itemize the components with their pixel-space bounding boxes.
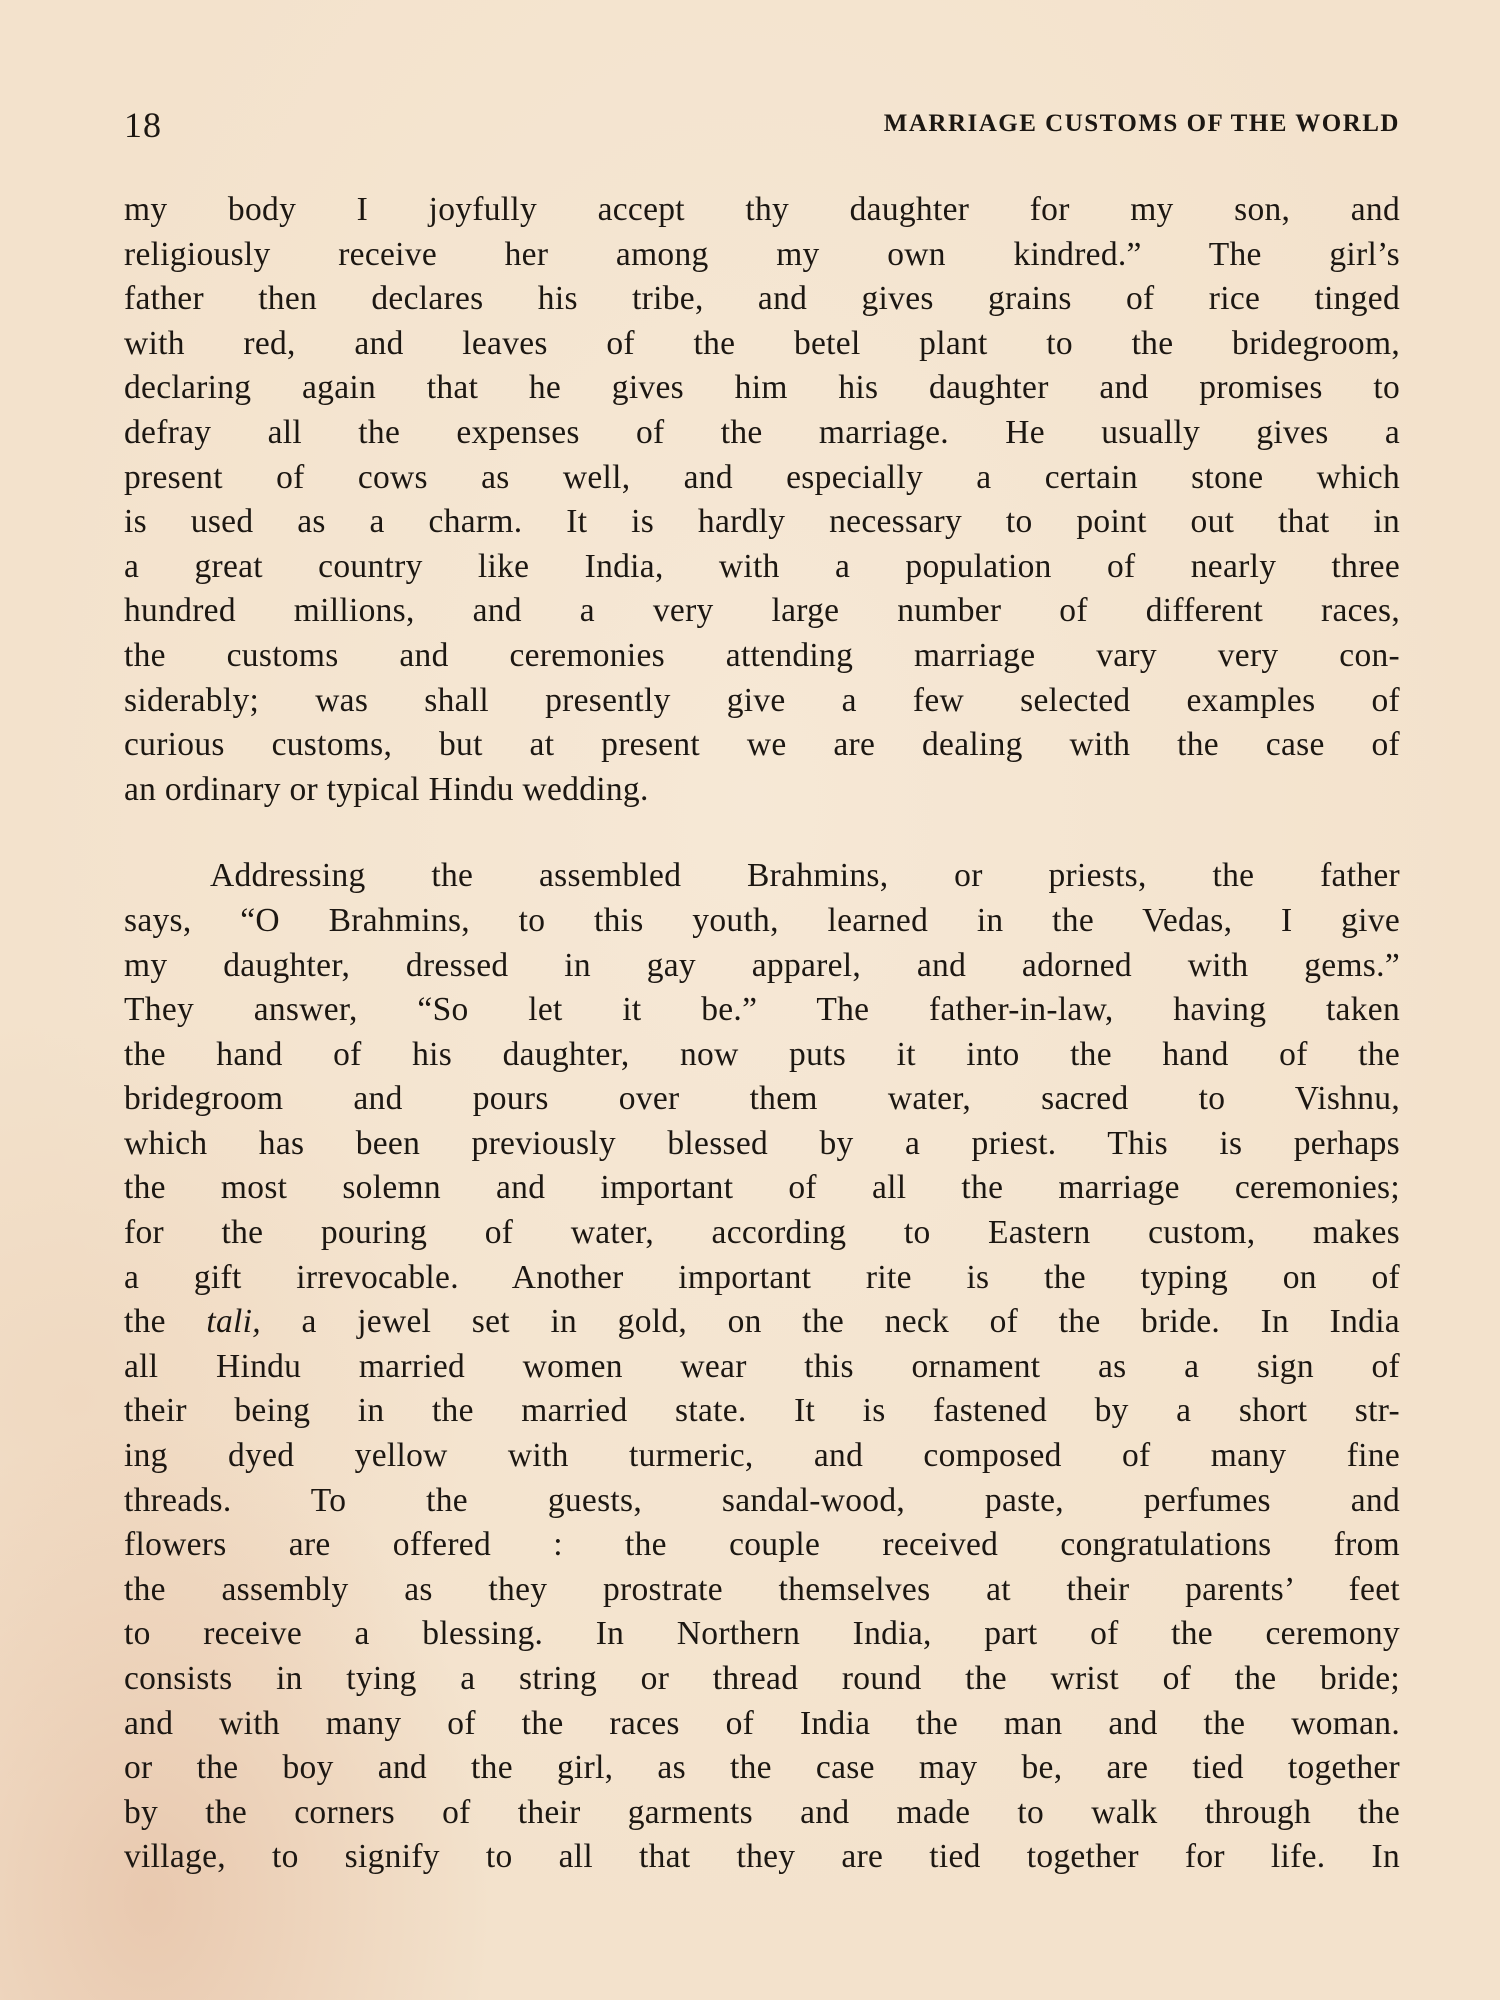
text-line: all Hindu married women wear this ornament as a sign of xyxy=(124,1347,1400,1385)
paragraph-2 xyxy=(124,854,1400,1880)
text-line: my body I joyfully accept thy daughter for my son, and xyxy=(124,191,1400,228)
text-line: and with many of the races of India the man and the woman. xyxy=(124,1704,1400,1742)
text-line: religiously receive her among my own kindred.” The girl’s xyxy=(124,235,1400,273)
running-title: MARRIAGE CUSTOMS OF THE WORLD xyxy=(883,110,1400,137)
text-line: hundred millions, and a very large number of different races, xyxy=(124,592,1400,630)
page-number: 18 xyxy=(124,105,162,145)
text-line: their being in the married state. It is fastened by a short str- xyxy=(124,1392,1400,1430)
text-line: which has been previously blessed by a priest. This is perhaps xyxy=(124,1124,1400,1162)
text-line: siderably; was shall presently give a few selected examples of xyxy=(124,681,1400,719)
text-line: present of cows as well, and especially a certain stone which xyxy=(124,458,1400,496)
text-line: curious customs, but at present we are dealing with the case of xyxy=(124,726,1400,764)
text-line: defray all the expenses of the marriage. He usually gives a xyxy=(124,413,1400,451)
text-line: to receive a blessing. In Northern India, part of the ceremony xyxy=(124,1615,1400,1653)
body-text xyxy=(124,188,1400,1880)
text-line: flowers are offered : the couple received congratulations from xyxy=(124,1526,1400,1564)
page-header xyxy=(124,104,1400,144)
text-line: Addressing the assembled Brahmins, or priests, the father xyxy=(210,857,1400,895)
text-line: by the corners of their garments and made to walk through the xyxy=(124,1793,1400,1831)
text-line: the hand of his daughter, now puts it into the hand of the xyxy=(124,1035,1400,1073)
text-fragment: the xyxy=(124,1303,166,1341)
text-line: for the pouring of water, according to Eastern custom, makes xyxy=(124,1214,1400,1252)
text-line: a gift irrevocable. Another important rite is the typing on of xyxy=(124,1258,1400,1296)
paragraph-1 xyxy=(124,188,1400,812)
text-line-with-italic xyxy=(124,1300,1400,1345)
text-line: an ordinary or typical Hindu wedding. xyxy=(124,770,649,808)
text-line: the most solemn and important of all the marriage ceremonies; xyxy=(124,1169,1400,1207)
text-line: ing dyed yellow with turmeric, and composed of many fine xyxy=(124,1437,1400,1475)
text-line: with red, and leaves of the betel plant to the bridegroom, xyxy=(124,324,1400,362)
text-line: a great country like India, with a population of nearly three xyxy=(124,547,1400,585)
text-line: the assembly as they prostrate themselves at their parents’ feet xyxy=(124,1570,1400,1608)
text-line: village, to signify to all that they are tied together for life. In xyxy=(124,1838,1400,1876)
text-line: They answer, “So let it be.” The father-in-law, having taken xyxy=(124,991,1400,1029)
text-line: bridegroom and pours over them water, sacred to Vishnu, xyxy=(124,1080,1400,1118)
italic-term-tali: tali, xyxy=(206,1303,261,1341)
text-line: the customs and ceremonies attending marriage vary very con- xyxy=(124,636,1400,674)
text-line: threads. To the guests, sandal-wood, paste, perfumes and xyxy=(124,1481,1400,1519)
text-fragment: a jewel set in gold, on the neck of the bride. In India xyxy=(301,1303,1400,1341)
paragraph-gap xyxy=(124,812,1400,854)
text-line: is used as a charm. It is hardly necessary to point out that in xyxy=(124,503,1400,541)
text-line: says, “O Brahmins, to this youth, learned in the Vedas, I give xyxy=(124,901,1400,939)
text-line: declaring again that he gives him his daughter and promises to xyxy=(124,369,1400,407)
text-line: or the boy and the girl, as the case may be, are tied together xyxy=(124,1749,1400,1787)
text-line: consists in tying a string or thread round the wrist of the bride; xyxy=(124,1660,1400,1697)
text-line: my daughter, dressed in gay apparel, and adorned with gems.” xyxy=(124,946,1400,984)
text-line: father then declares his tribe, and gives grains of rice tinged xyxy=(124,280,1400,318)
